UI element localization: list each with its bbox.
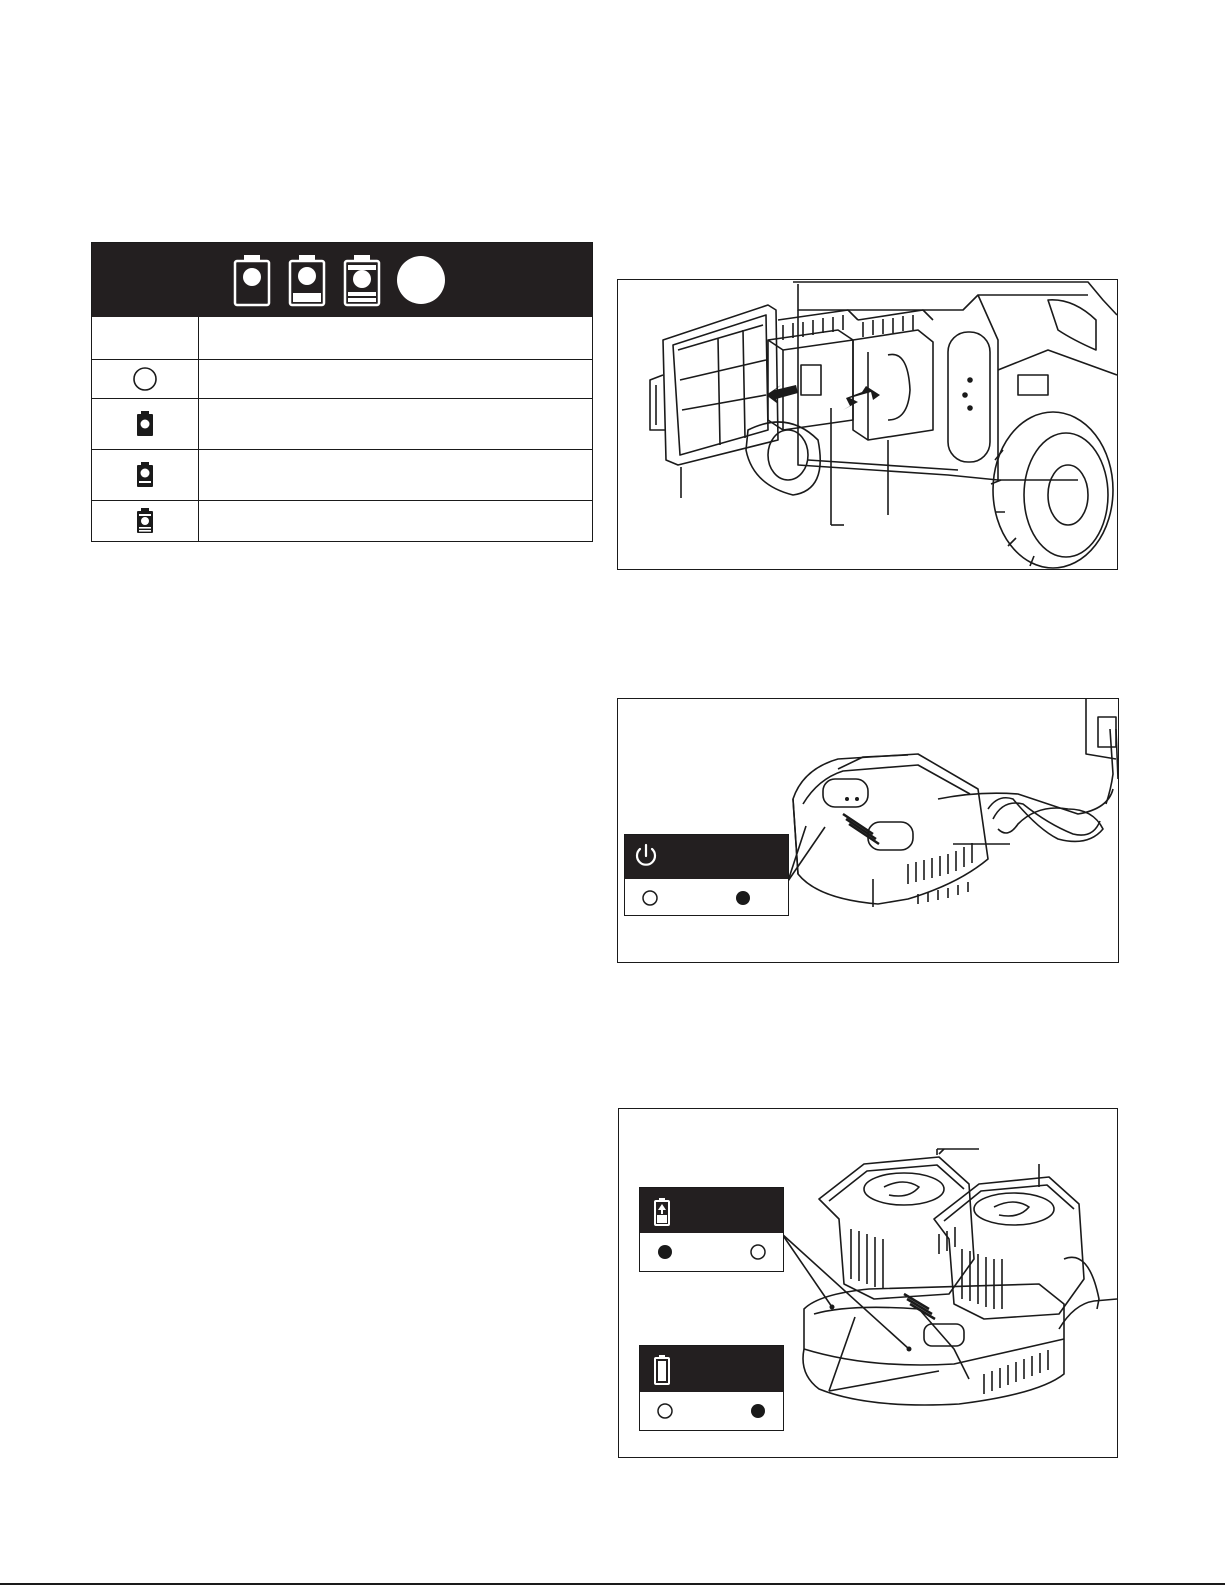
figure-charger-status bbox=[618, 1108, 1118, 1458]
battery-low-icon bbox=[290, 255, 324, 305]
insert-arrow-icon bbox=[766, 385, 798, 404]
battery-two-bar-icon bbox=[133, 505, 157, 537]
status-table-header bbox=[92, 243, 592, 317]
power-panel-header bbox=[625, 835, 788, 879]
table-row bbox=[204, 398, 584, 449]
power-indicator-panel bbox=[624, 834, 789, 916]
charging-indicator-panel bbox=[639, 1187, 784, 1272]
charger-power-illustration bbox=[618, 699, 1118, 962]
full-indicator-panel bbox=[639, 1345, 784, 1431]
indicator-on-icon bbox=[658, 1245, 672, 1259]
full-panel-header bbox=[640, 1346, 783, 1392]
battery-mid-icon bbox=[345, 255, 379, 305]
indicator-off-icon bbox=[751, 1245, 765, 1259]
figure-battery-install bbox=[617, 279, 1118, 570]
table-row bbox=[204, 500, 584, 541]
battery-full-icon bbox=[640, 1346, 680, 1392]
table-row bbox=[92, 449, 198, 500]
indicator-on-icon bbox=[751, 1404, 765, 1418]
battery-charging-icon bbox=[640, 1188, 680, 1233]
table-row bbox=[92, 500, 198, 541]
battery-empty-icon bbox=[235, 255, 269, 305]
battery-one-bar-icon bbox=[133, 459, 157, 491]
battery-install-illustration bbox=[618, 280, 1117, 569]
full-indicator-lights bbox=[640, 1392, 783, 1430]
indicator-on-icon bbox=[736, 891, 750, 905]
table-row bbox=[92, 359, 198, 398]
battery-status-table bbox=[91, 242, 593, 542]
table-row bbox=[92, 398, 198, 449]
table-row bbox=[204, 449, 584, 500]
table-row bbox=[204, 359, 584, 398]
header-icons-strip bbox=[92, 243, 592, 317]
battery-dot-icon bbox=[133, 408, 157, 440]
charging-indicator-lights bbox=[640, 1233, 783, 1271]
power-indicator-lights bbox=[625, 879, 788, 915]
insert-arrow-icon bbox=[843, 386, 880, 410]
charging-panel-header bbox=[640, 1188, 783, 1233]
indicator-off-circle-icon bbox=[130, 364, 160, 394]
indicator-filled-icon bbox=[397, 256, 445, 304]
power-icon bbox=[625, 835, 665, 879]
indicator-off-icon bbox=[658, 1404, 672, 1418]
figure-charger-power bbox=[617, 698, 1119, 963]
table-column-divider bbox=[198, 317, 199, 541]
table-row bbox=[204, 317, 584, 359]
indicator-off-icon bbox=[643, 891, 657, 905]
